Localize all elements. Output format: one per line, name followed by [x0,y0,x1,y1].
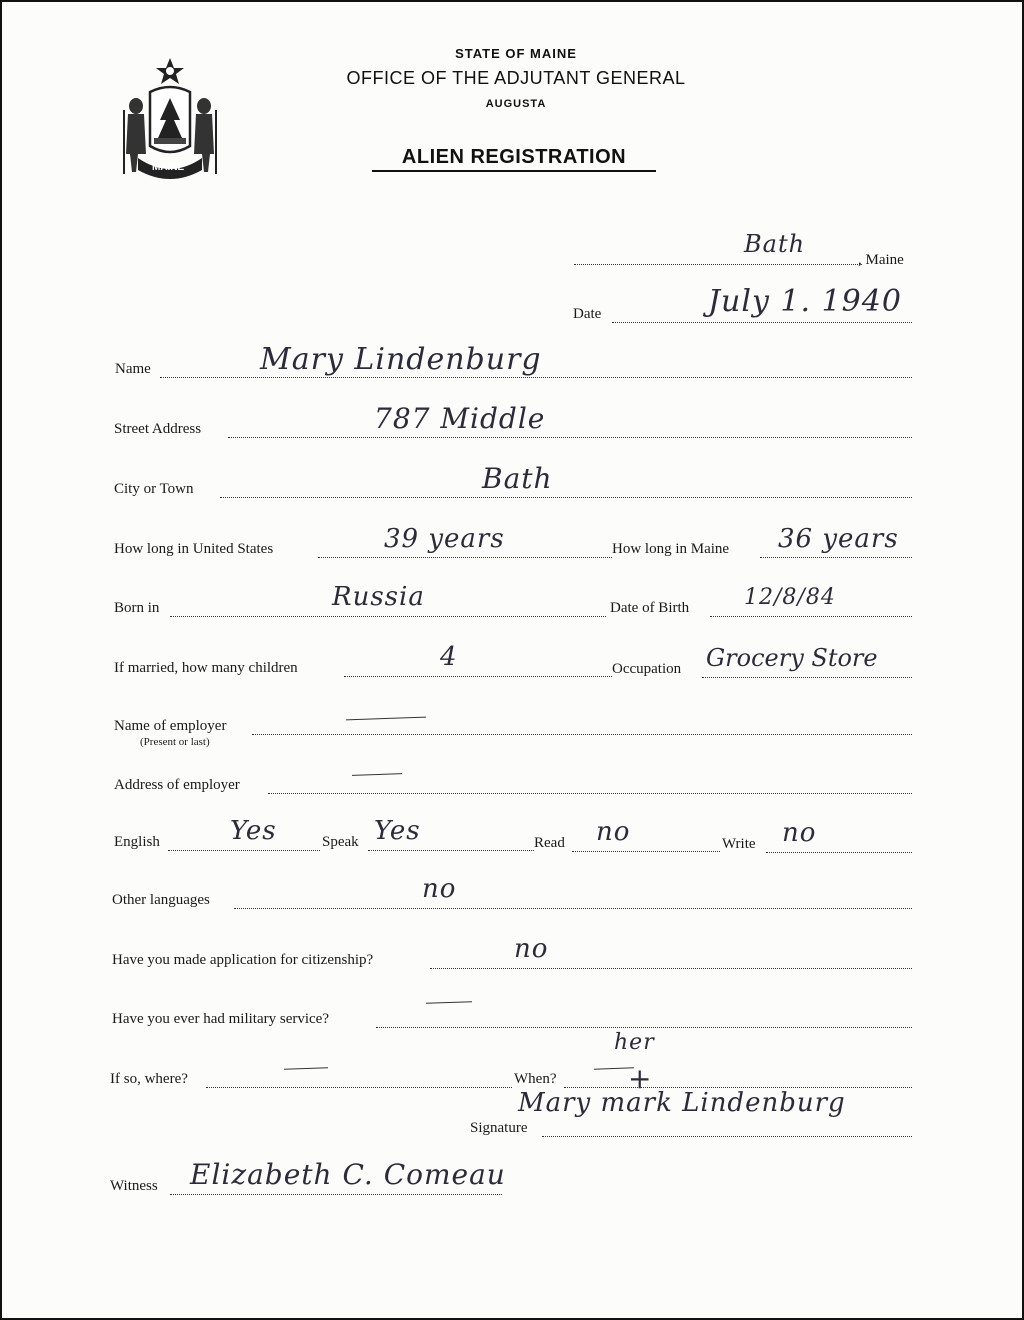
children-line [344,676,612,677]
military-line [376,1027,912,1028]
signature-value: Mary mark Lindenburg [518,1088,846,1118]
write-label: Write [722,836,756,852]
where-dash [284,1067,328,1070]
city-label: City or Town [114,481,194,497]
speak-value: Yes [374,816,421,846]
city-line [220,497,912,498]
city-heading: AUGUSTA [485,98,547,110]
employer-address-line [268,793,912,794]
other-languages-line [234,908,912,909]
other-languages-value: no [422,874,457,904]
seal-ribbon-text: MAINE [152,162,185,173]
maine-duration-label: How long in Maine [612,541,730,557]
street-value: 787 Middle [374,402,546,435]
place-value: Bath [744,230,806,258]
signature-line [542,1136,912,1137]
street-label: Street Address [114,421,202,437]
dob-value: 12/8/84 [744,585,836,610]
employer-name-line [252,734,912,735]
military-label: Have you ever had military service? [112,1011,329,1027]
employer-name-label: Name of employer [114,718,227,734]
witness-value: Elizabeth C. Comeau [190,1158,506,1191]
date-value: July 1. 1940 [708,284,902,319]
where-line [206,1087,512,1088]
born-in-line [170,616,606,617]
witness-label: Witness [110,1178,158,1194]
us-duration-label: How long in United States [114,541,274,557]
read-value: no [596,817,631,847]
write-value: no [782,818,817,848]
employer-address-dash [352,773,402,776]
english-label: English [114,834,160,850]
name-line [160,377,912,378]
name-label: Name [115,361,151,377]
date-line [612,322,912,323]
when-label: When? [514,1071,557,1087]
us-duration-value: 39 years [384,524,505,554]
state-heading: STATE OF MAINE [455,46,577,61]
office-heading: OFFICE OF THE ADJUTANT GENERAL [346,68,686,88]
place-line [574,264,862,265]
employer-address-label: Address of employer [114,777,240,793]
employer-name-sublabel: (Present or last) [140,736,210,748]
signature-label: Signature [470,1120,528,1136]
read-label: Read [534,835,565,851]
form-title: ALIEN REGISTRATION [372,146,656,172]
witness-line [170,1194,502,1195]
citizenship-label: Have you made application for citizenship? [112,952,374,968]
us-duration-line [318,557,612,558]
speak-label: Speak [322,834,359,850]
read-line [572,851,720,852]
occupation-label: Occupation [612,661,682,677]
write-line [766,852,912,853]
city-value: Bath [482,462,553,495]
military-dash [426,1001,472,1004]
born-in-label: Born in [114,600,160,616]
children-value: 4 [440,642,458,672]
street-line [228,437,912,438]
occupation-line [702,677,912,678]
signature-her: her [614,1030,655,1055]
signature-mark: + [628,1062,653,1095]
english-line [168,850,320,851]
dob-label: Date of Birth [610,600,690,616]
citizenship-line [430,968,912,969]
maine-duration-value: 36 years [778,524,899,554]
employer-name-dash [346,717,426,721]
where-label: If so, where? [110,1071,188,1087]
english-value: Yes [230,816,277,846]
name-value: Mary Lindenburg [260,342,542,377]
speak-line [368,850,534,851]
dob-line [710,616,912,617]
born-in-value: Russia [332,582,425,612]
date-label: Date [573,306,602,322]
maine-duration-line [760,557,912,558]
occupation-value: Grocery Store [706,644,878,672]
other-languages-label: Other languages [112,892,210,908]
citizenship-value: no [514,934,549,964]
children-label: If married, how many children [114,660,298,676]
place-suffix: , Maine [858,252,904,268]
